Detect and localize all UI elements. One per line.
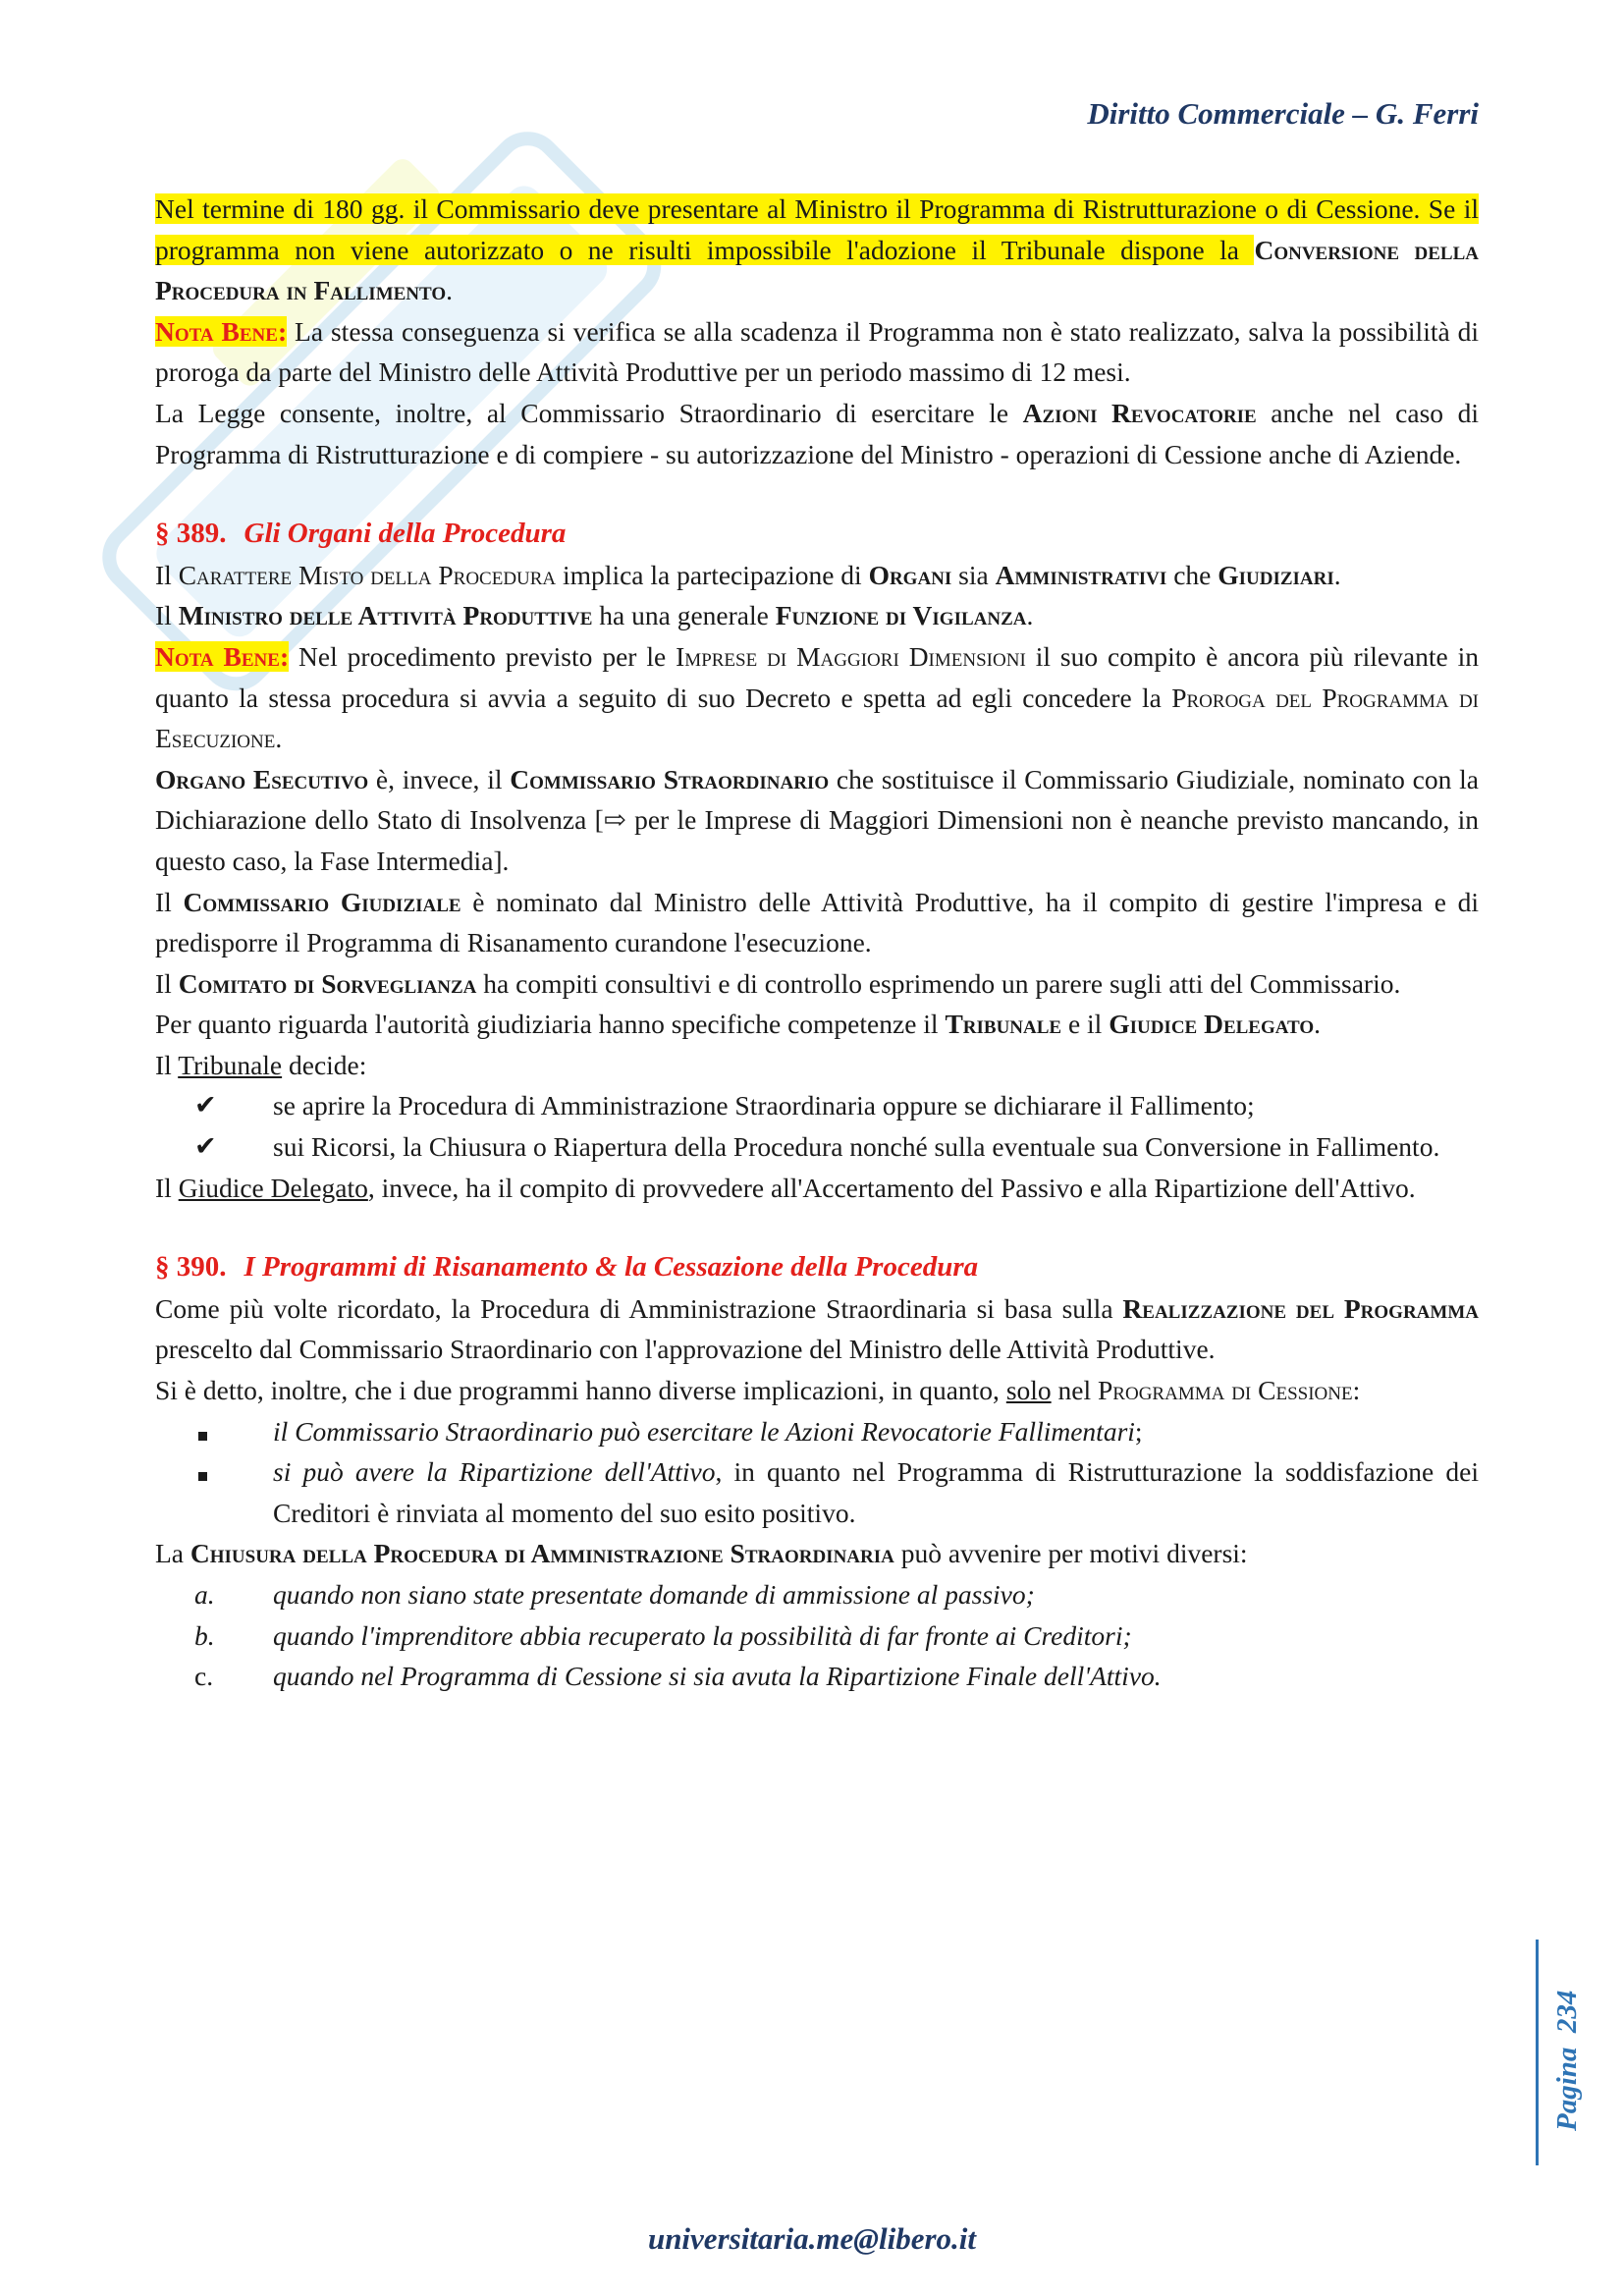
footer-email: universitaria.me@libero.it [647,2221,977,2256]
intro-nota-bene: Nota Bene: La stessa conseguenza si verifica se alla scadenza il Programma non è stato realizzato, salva la possibilità di proroga da parte del Ministro delle Attività Produttive per un periodo massimo di 12 mesi. [155,315,1479,388]
s389-paragraph-6: Il Comitato di Sorveglianza ha compiti consultivi e di controllo esprimendo un parere sugli atti del Commissario. [155,967,1401,999]
s389-nota-bene: Nota Bene: Nel procedimento previsto per le Imprese di Maggiori Dimensioni il suo compito è ancora più rilevante in quanto la stessa procedura si avvia a seguito di suo Decreto e spetta ad egli concedere la Proroga del Programma di Esecuzione. [155,640,1479,754]
section-number: § 389. [155,518,227,550]
arrow-right-icon: ⇨ [603,804,626,836]
square-bullet-icon [194,1411,234,1452]
checkmark-icon: ✔ [194,1131,217,1162]
header-title: Diritto Commerciale – G. Ferri [1087,96,1479,131]
chiusura-lettered-list [155,1574,1479,1697]
s389-paragraph-5: Il Commissario Giudiziale è nominato dal Ministro delle Attività Produttive, ha il compito di gestire l'impresa e di predisporre il Programma di Risanamento curandone l'esecuzione. [155,886,1479,958]
s390-paragraph-3: La Chiusura della Procedura di Amministrazione Straordinaria può avvenire per motivi diversi: [155,1538,1248,1569]
intro-paragraph-3: La Legge consente, inoltre, al Commissario Straordinario di esercitare le Azioni Revocatorie anche nel caso di Programma di Ristrutturazione e di compiere - su autorizzazione del Ministro - operazioni di Cessione anche di Aziende. [155,397,1480,469]
list-item: a. quando non siano state presentate domande di ammissione al passivo; [155,1574,1479,1615]
section-389-heading [155,514,1479,555]
list-item: b. quando l'imprenditore abbia recuperato la possibilità di far fronte ai Creditori; [155,1615,1479,1657]
list-item: il Commissario Straordinario può esercitare le Azioni Revocatorie Fallimentari; [155,1411,1479,1452]
list-item: c. quando nel Programma di Cessione si sia avuta la Ripartizione Finale dell'Attivo. [155,1656,1479,1697]
nota-bene-label: Nota Bene: [155,640,290,672]
s389-paragraph-4: Organo Esecutivo è, invece, il Commissario Straordinario che sostituisce il Commissario Giudiziale, nominato con la Dichiarazione dello Stato di Insolvenza [⇨ per le Imprese di Maggiori Dimensioni non è neanche previsto mancando, in questo caso, la Fase Intermedia]. [155,763,1479,876]
section-title: I Programmi di Risanamento & la Cessazione della Procedura [244,1251,979,1284]
s389-paragraph-1: Il Carattere Misto della Procedura implica la partecipazione di Organi sia Amministrativi che Giudiziari. [155,559,1341,590]
page-number: Pagina 234 [1551,1990,1583,2131]
intro-paragraph-1: Nel termine di 180 gg. il Commissario deve presentare al Ministro il Programma di Ristrutturazione o di Cessione. Se il programma non viene autorizzato o ne risulti impossibile l'adozione il Tribunale dispone la Conversione della Procedura in Fallimento. [155,193,1479,306]
checkmark-icon: ✔ [194,1090,217,1121]
s390-paragraph-1: Come più volte ricordato, la Procedura di Amministrazione Straordinaria si basa sulla Realizzazione del Programma prescelto dal Commissario Straordinario con l'approvazione del Ministro delle Attività Produttive. [155,1292,1479,1365]
section-title: Gli Organi della Procedura [244,518,567,550]
page-side-rule [1536,1940,1539,2165]
nota-bene-label: Nota Bene: [155,315,288,347]
list-marker: c. [194,1661,214,1692]
list-item: si può avere la Ripartizione dell'Attivo, in quanto nel Programma di Ristrutturazione la soddisfazione dei Creditori è rinviata al momento del suo esito positivo. [155,1451,1479,1533]
s389-paragraph-7: Per quanto riguarda l'autorità giudiziaria hanno specifiche competenze il Tribunale e il Giudice Delegato. [155,1009,1322,1040]
list-marker: b. [194,1619,215,1651]
section-number: § 390. [155,1251,227,1284]
s390-paragraph-2: Si è detto, inoltre, che i due programmi hanno diverse implicazioni, in quanto, solo nel Programma di Cessione: [155,1375,1361,1406]
page-content [155,189,1479,1697]
list-item: ✔ se aprire la Procedura di Amministrazione Straordinaria oppure se dichiarare il Fallimento; [155,1085,1479,1126]
list-item: ✔ sui Ricorsi, la Chiusura o Riapertura della Procedura nonché sulla eventuale sua Conversione in Fallimento. [155,1126,1479,1168]
s389-paragraph-2: Il Ministro delle Attività Produttive ha una generale Funzione di Vigilanza. [155,600,1034,631]
list-marker: a. [194,1579,215,1610]
s389-paragraph-8: Il Tribunale decide: [155,1049,367,1080]
section-390-heading [155,1247,1479,1288]
square-bullet-icon [194,1451,234,1493]
cessione-bullet-list [155,1411,1479,1534]
s389-paragraph-9: Il Giudice Delegato, invece, ha il compito di provvedere all'Accertamento del Passivo e alla Ripartizione dell'Attivo. [155,1172,1416,1203]
tribunale-checklist [155,1085,1479,1167]
